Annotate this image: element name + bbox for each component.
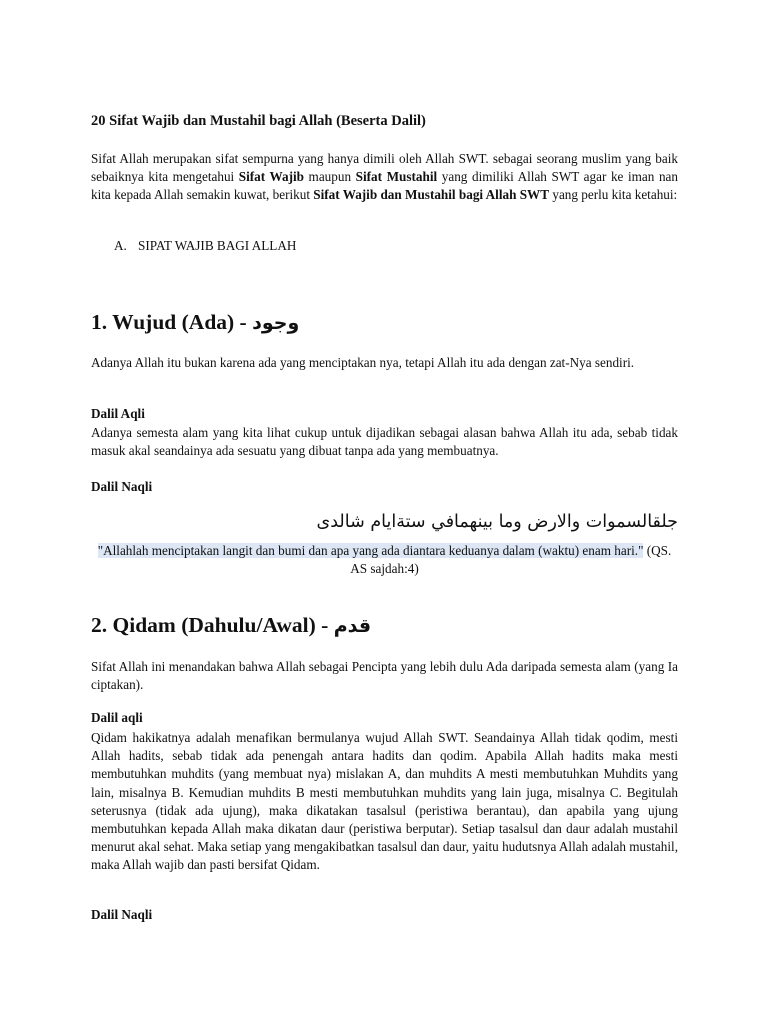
intro-text-2: maupun (303, 169, 356, 185)
section-heading-arabic: وجود (252, 312, 300, 334)
intro-bold-sifat-mustahil: Sifat Mustahil (355, 169, 438, 185)
intro-text-3: yang dimiliki Allah SWT agar ke iman nan kita kepada Allah semakin kuwat, berikut (91, 169, 678, 203)
verse-translation (91, 542, 678, 578)
intro-paragraph (91, 150, 678, 205)
section-heading-qidam (91, 613, 371, 638)
list-item-label: SIPAT WAJIB BAGI ALLAH (138, 238, 297, 253)
dalil-naqli-label-qidam: Dalil Naqli (91, 907, 153, 922)
list-marker: A. (114, 238, 127, 253)
intro-bold-sifat-wajib-mustahil: Sifat Wajib dan Mustahil bagi Allah SWT (313, 187, 550, 203)
section-heading-wujud (91, 310, 299, 335)
document-title: 20 Sifat Wajib dan Mustahil bagi Allah (Beserta Dalil) (91, 113, 426, 129)
dalil-aqli-label-qidam: Dalil aqli (91, 710, 143, 725)
section-description-qidam: Sifat Allah ini menandakan bahwa Allah sebagai Pencipta yang lebih dulu Ada daripada semesta alam (yang Ia ciptakan). (91, 659, 678, 693)
intro-text-1: Sifat Allah merupakan sifat sempurna yang hanya dimili oleh Allah SWT. sebagai seorang muslim yang baik sebaiknya kita mengetahui (91, 151, 678, 185)
section-heading-text: 1. Wujud (Ada) - (91, 310, 253, 334)
section-heading-text: 2. Qidam (Dahulu/Awal) - (91, 613, 334, 637)
section-description-wujud: Adanya Allah itu bukan karena ada yang menciptakan nya, tetapi Allah itu ada dengan zat-Nya sendiri. (91, 355, 635, 370)
translation-highlighted-text: "Allahlah menciptakan langit dan bumi dan apa yang ada diantara keduanya dalam (waktu) enam hari." (97, 543, 644, 558)
section-heading-arabic: قدم (333, 615, 372, 637)
intro-bold-sifat-wajib: Sifat Wajib (238, 169, 304, 185)
dalil-aqli-label-wujud: Dalil Aqli (91, 406, 145, 421)
dalil-aqli-text-qidam: Qidam hakikatnya adalah menafikan bermulanya wujud Allah SWT. Seandainya Allah tidak qodim, mesti Allah hadits, sebab tidak ada penengah antara hadits dan qodim. Apabila Allah hadits maka mesti membutuhkan muhdits (yang membuat nya) mislakan A, dan muhdits A mesti membutuhkan Muhdits yang lain, misalnya B. Kemudian muhdits B mesti membutuhkan muhdits yang lain juga, misalnya C. Begitulah seterusnya (tidak ada ujung), maka dikatakan tasalsul (peristiwa berantau), dan apabila yang ujung membutuhkan kepada Allah maka dikatan daur (peristiwa berputar). Setiap tasalsul dan daur adalah mustahil menurut akal sehat. Maka setiap yang mengakibatkan tasalsul dan daur, yaitu hudutsnya Allah adalah mustahil, maka Allah wajib dan pasti bersifat Qidam. (91, 730, 678, 873)
arabic-verse: جلقالسموات والارض وما بينهمافي ستةايام ﺷﺎﻟﺪﻯ (316, 512, 678, 532)
translation-reference: (QS. AS sajdah:4) (350, 543, 672, 577)
intro-text-4: yang perlu kita ketahui: (549, 187, 678, 203)
dalil-aqli-text-wujud: Adanya semesta alam yang kita lihat cukup untuk dijadikan sebagai alasan bahwa Allah itu ada, sebab tidak masuk akal seandainya ada sesuatu yang dibuat tanpa ada yang membuatnya. (91, 425, 678, 459)
dalil-naqli-label-wujud: Dalil Naqli (91, 479, 153, 494)
list-item-sipat-wajib (114, 238, 296, 254)
